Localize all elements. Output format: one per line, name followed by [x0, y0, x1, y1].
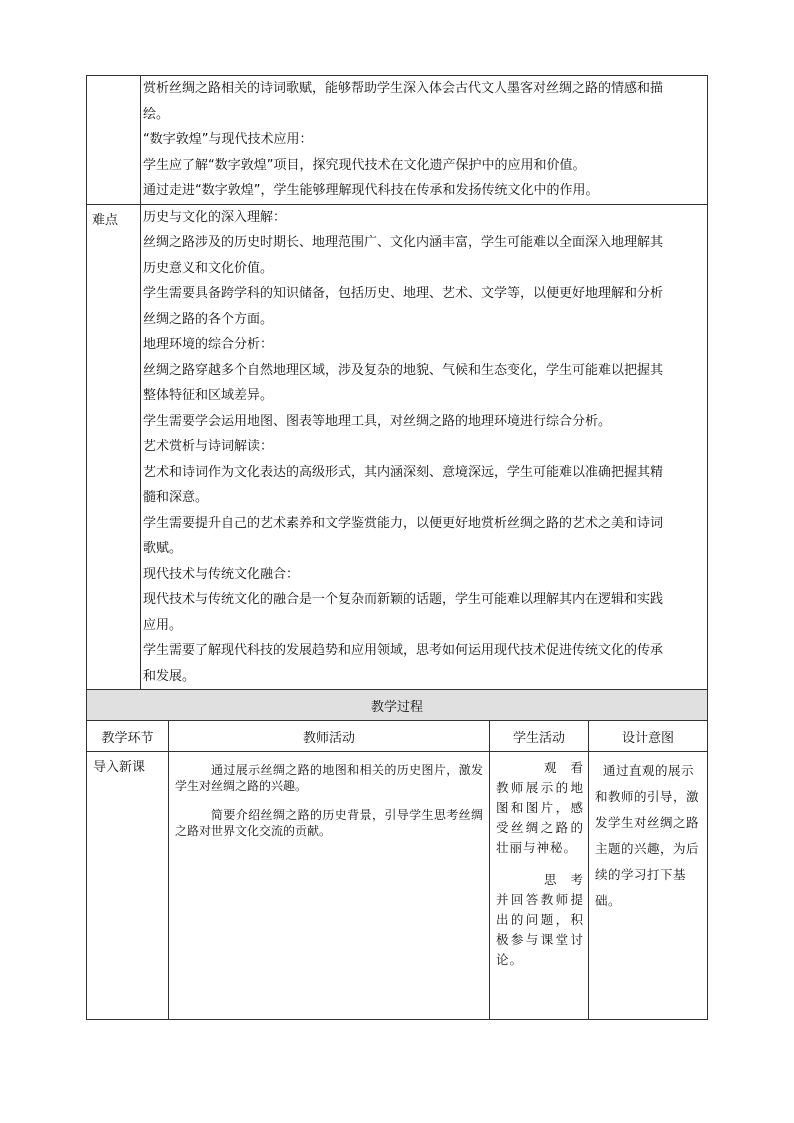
text-line: 现代技术与传统文化的融合是一个复杂而新颖的话题，学生可能难以理解其内在逻辑和实践 [143, 592, 664, 607]
column-header-design: 设计意图 [589, 721, 708, 752]
teacher-paragraph: 通过展示丝绸之路的地图和相关的历史图片，激发学生对丝绸之路的兴趣。 [175, 763, 483, 793]
column-header-student: 学生活动 [490, 721, 589, 752]
text-line: 地理环境的综合分析： [143, 337, 274, 352]
empty-label-cell [87, 76, 141, 205]
text-line: 历史意义和文化价值。 [143, 260, 274, 276]
difficulty-row [87, 204, 708, 690]
process-table [86, 689, 708, 1020]
teacher-activity-cell [169, 752, 490, 1020]
column-header-row [87, 721, 708, 752]
process-title: 教学过程 [87, 690, 708, 721]
content-cell [141, 76, 708, 205]
text-line: 髓和深意。 [143, 490, 209, 505]
difficulty-content [141, 204, 708, 690]
student-paragraph: 观看教师展示的地图和图片，感受丝绸之路的壮丽与神秘。 [496, 760, 584, 855]
process-title-row [87, 690, 708, 721]
text-line: 通过走进“数字敦煌”，学生能够理解现代科技在传承和发扬传统文化中的作用。 [143, 183, 599, 198]
column-header-stage: 教学环节 [87, 721, 169, 752]
stage-cell: 导入新课 [87, 752, 169, 1020]
text-line: “数字敦煌”与现代技术应用： [143, 132, 313, 147]
student-paragraph: 思考并回答教师提出的问题，积极参与课堂讨论。 [496, 872, 584, 967]
intro-row [87, 752, 708, 1020]
text-line: 艺术赏析与诗词解读： [143, 439, 274, 454]
text-line: 歌赋。 [143, 541, 183, 556]
text-line: 丝绸之路穿越多个自然地理区域，涉及复杂的地貌、气候和生态变化，学生可能难以把握其 [143, 362, 664, 378]
text-line: 学生应了解“数字敦煌”项目，探究现代技术在文化遗产保护中的应用和价值。 [143, 157, 586, 173]
design-intent-cell [589, 752, 708, 1020]
objectives-table [86, 75, 708, 690]
student-activity-cell [490, 752, 589, 1020]
difficulty-label: 难点 [87, 204, 141, 690]
text-line: 学生需要提升自己的艺术素养和文学鉴赏能力，以便更好地赏析丝绸之路的艺术之美和诗词 [143, 515, 664, 531]
text-line: 学生需要具备跨学科的知识储备，包括历史、地理、艺术、文学等，以便更好地理解和分析 [143, 286, 664, 301]
text-line: 整体特征和区域差异。 [143, 388, 274, 403]
text-line: 绘。 [143, 106, 170, 122]
text-line: 现代技术与传统文化融合： [143, 566, 300, 582]
text-line: 丝绸之路涉及的历史时期长、地理范围广、文化内涵丰富，学生可能难以全面深入地理解其 [143, 235, 664, 250]
column-header-teacher: 教师活动 [169, 721, 490, 752]
text-line: 历史与文化的深入理解： [143, 209, 287, 225]
text-line: 艺术和诗词作为文化表达的高级形式，其内涵深刻、意境深远，学生可能难以准确把握其精 [143, 464, 664, 480]
text-line: 丝绸之路的各个方面。 [143, 311, 274, 327]
design-paragraph: 通过直观的展示和教师的引导，激发学生对丝绸之路主题的兴趣，为后续的学习打下基础。 [595, 763, 700, 908]
lesson-plan-page [86, 75, 707, 1020]
teacher-paragraph: 简要介绍丝绸之路的历史背景，引导学生思考丝绸之路对世界文化交流的贡献。 [175, 808, 483, 838]
text-line: 应用。 [143, 617, 183, 633]
text-line: 学生需要学会运用地图、图表等地理工具，对丝绸之路的地理环境进行综合分析。 [143, 413, 612, 429]
text-line: 赏析丝绸之路相关的诗词歌赋，能够帮助学生深入体会古代文人墨客对丝绸之路的情感和描 [143, 81, 664, 96]
text-line: 学生需要了解现代科技的发展趋势和应用领域，思考如何运用现代技术促进传统文化的传承 [143, 643, 664, 658]
content-row [87, 76, 708, 205]
text-line: 和发展。 [143, 668, 196, 684]
